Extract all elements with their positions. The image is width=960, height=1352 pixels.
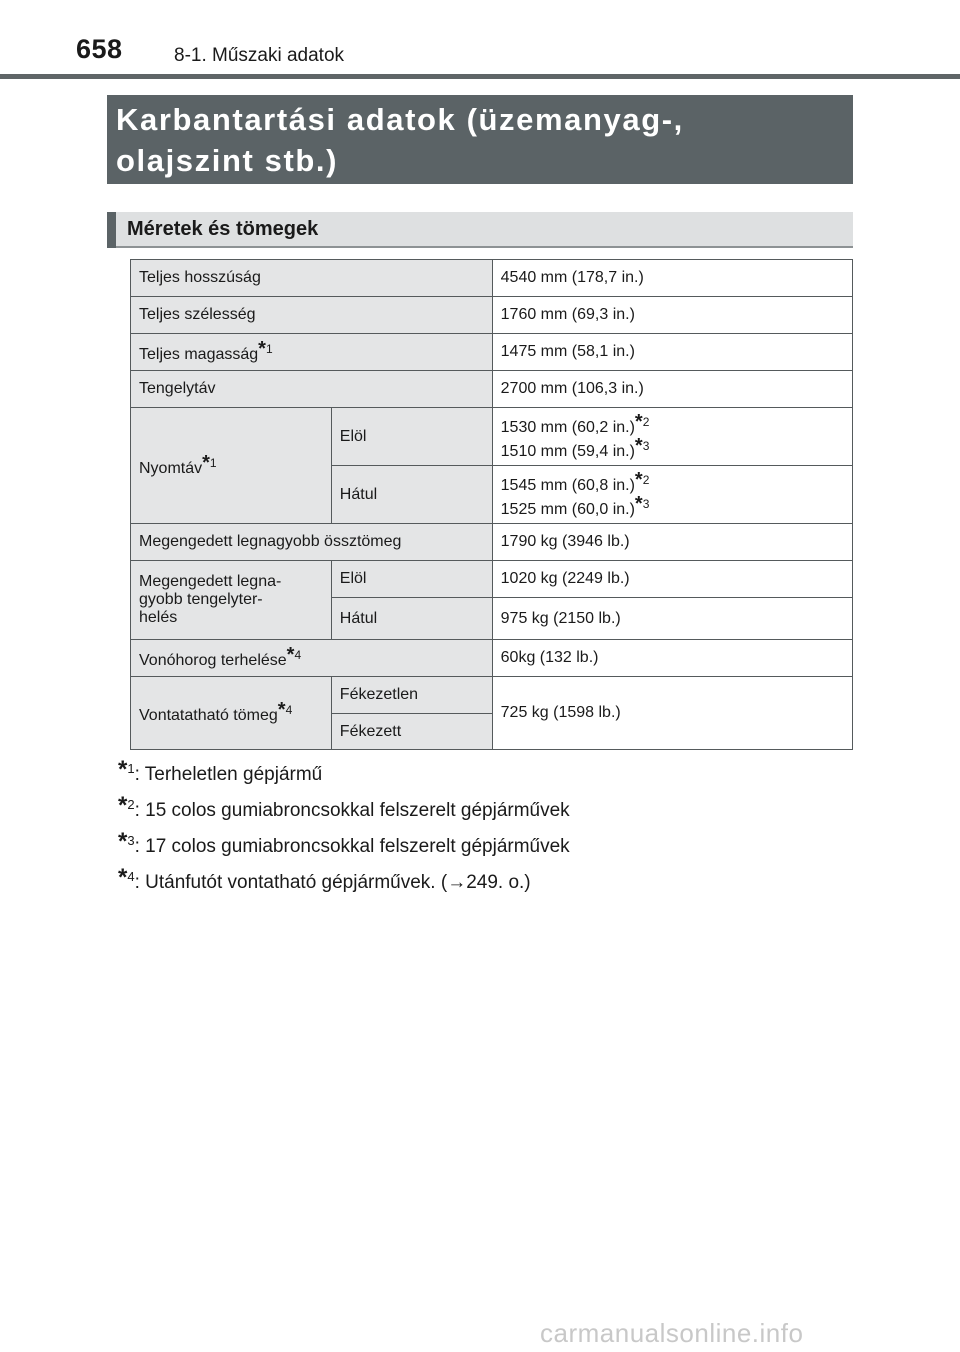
- row-value: 1475 mm (58,1 in.): [492, 334, 852, 371]
- subheading: Méretek és tömegek: [127, 218, 319, 240]
- footnote-number: 4: [294, 648, 302, 662]
- footnote-number: 4: [127, 869, 135, 884]
- value-line: [500, 492, 844, 519]
- subheading-bar: [107, 212, 853, 248]
- row-value: 1790 kg (3946 lb.): [492, 524, 852, 561]
- footnote: [118, 792, 570, 822]
- value-text: 1510 mm (59,4 in.): [500, 442, 635, 460]
- row-label: Vonóhorog terhelése: [139, 652, 287, 669]
- page-number: 658: [76, 34, 123, 64]
- footnote-number: 2: [642, 472, 650, 487]
- row-label: Teljes hosszúság: [131, 260, 493, 297]
- footnote-mark: *: [634, 410, 643, 433]
- footnote-number: 2: [127, 797, 135, 812]
- row-value: 725 kg (1598 lb.): [492, 677, 852, 750]
- table-row: [131, 640, 853, 677]
- row-label: Teljes magasság: [139, 346, 259, 363]
- footnote: [118, 756, 322, 786]
- footnote-number: 3: [642, 438, 650, 453]
- row-label-cell: [131, 677, 332, 750]
- sub-label: Elöl: [331, 408, 492, 466]
- label-line: Megengedett legna-: [139, 573, 282, 590]
- table-row: [131, 334, 853, 371]
- sub-label: Elöl: [331, 561, 492, 598]
- footnote-number: 1: [265, 342, 273, 356]
- footnote-mark: *: [634, 434, 643, 457]
- row-label: Teljes szélesség: [131, 297, 493, 334]
- title-line-1: Karbantartási adatok (üzemanyag-,: [116, 102, 684, 137]
- value-text: 1545 mm (60,8 in.): [500, 476, 635, 494]
- footnote-number: 1: [127, 761, 135, 776]
- sub-label: Hátul: [331, 598, 492, 640]
- footnote-text: : Utánfutót vontatható gépjárművek. (→249. o.): [134, 872, 531, 893]
- value-text: 1525 mm (60,0 in.): [500, 500, 635, 518]
- page-header: [0, 0, 960, 80]
- row-label: Vontatatható tömeg: [139, 707, 278, 724]
- value-line: [500, 410, 844, 437]
- footnote-number: 2: [642, 414, 650, 429]
- row-label-cell: [131, 640, 493, 677]
- footnote-number: 3: [127, 833, 135, 848]
- value-line: [500, 468, 844, 495]
- footnote-text: : 15 colos gumiabroncsokkal felszerelt gépjárművek: [134, 800, 570, 821]
- row-value: 1760 mm (69,3 in.): [492, 297, 852, 334]
- footnote: [118, 828, 570, 858]
- footnote-number: 1: [209, 455, 217, 470]
- row-label: Megengedett legnagyobb össztömeg: [131, 524, 493, 561]
- footnote-number: 3: [642, 496, 650, 511]
- label-line: helés: [139, 609, 178, 626]
- footnote-mark: *: [118, 828, 128, 855]
- sub-label: Fékezett: [331, 714, 492, 750]
- dimensions-table: [130, 259, 853, 750]
- row-label: Tengelytáv: [131, 371, 493, 408]
- row-value: [492, 466, 852, 524]
- row-value: 1020 kg (2249 lb.): [492, 561, 852, 598]
- subheading-accent: [107, 212, 116, 248]
- row-value: 2700 mm (106,3 in.): [492, 371, 852, 408]
- value-text: 1530 mm (60,2 in.): [500, 418, 635, 436]
- footnote-number: 4: [285, 703, 293, 717]
- table-row: [131, 297, 853, 334]
- value-line: [500, 434, 844, 461]
- sub-label: Fékezetlen: [331, 677, 492, 714]
- footnote-text: : 17 colos gumiabroncsokkal felszerelt gépjárművek: [134, 836, 570, 857]
- footnote-mark: *: [634, 468, 643, 491]
- row-value: 4540 mm (178,7 in.): [492, 260, 852, 297]
- footnote-mark: *: [258, 338, 266, 360]
- row-value: 975 kg (2150 lb.): [492, 598, 852, 640]
- footnote-mark: *: [118, 864, 128, 891]
- title-line-2: olajszint stb.): [116, 143, 339, 178]
- table-row: [131, 677, 853, 714]
- page-title: [116, 99, 836, 181]
- row-label-cell: [131, 334, 493, 371]
- sub-label: Hátul: [331, 466, 492, 524]
- footnote-mark: *: [634, 492, 643, 515]
- footnote-mark: *: [286, 644, 295, 666]
- footnote-mark: *: [118, 756, 128, 783]
- header-divider: [0, 74, 960, 79]
- label-line: gyobb tengelyter-: [139, 591, 263, 608]
- footnote-mark: *: [118, 792, 128, 819]
- watermark: carmanualsonline.info: [540, 1318, 804, 1348]
- table-row: [131, 408, 853, 466]
- row-value: [492, 408, 852, 466]
- table-row: [131, 561, 853, 598]
- row-label-cell: [131, 561, 332, 640]
- footnote-mark: *: [202, 451, 210, 474]
- footnote: [118, 864, 531, 894]
- row-value: 60kg (132 lb.): [492, 640, 852, 677]
- table-row: [131, 260, 853, 297]
- table-row: [131, 371, 853, 408]
- footnote-mark: *: [277, 699, 286, 721]
- footnote-text: : Terheletlen gépjármű: [134, 764, 323, 785]
- row-label-cell: [131, 408, 332, 524]
- section-label: 8-1. Műszaki adatok: [174, 45, 345, 66]
- row-label: Nyomtáv: [139, 459, 203, 477]
- table-row: [131, 524, 853, 561]
